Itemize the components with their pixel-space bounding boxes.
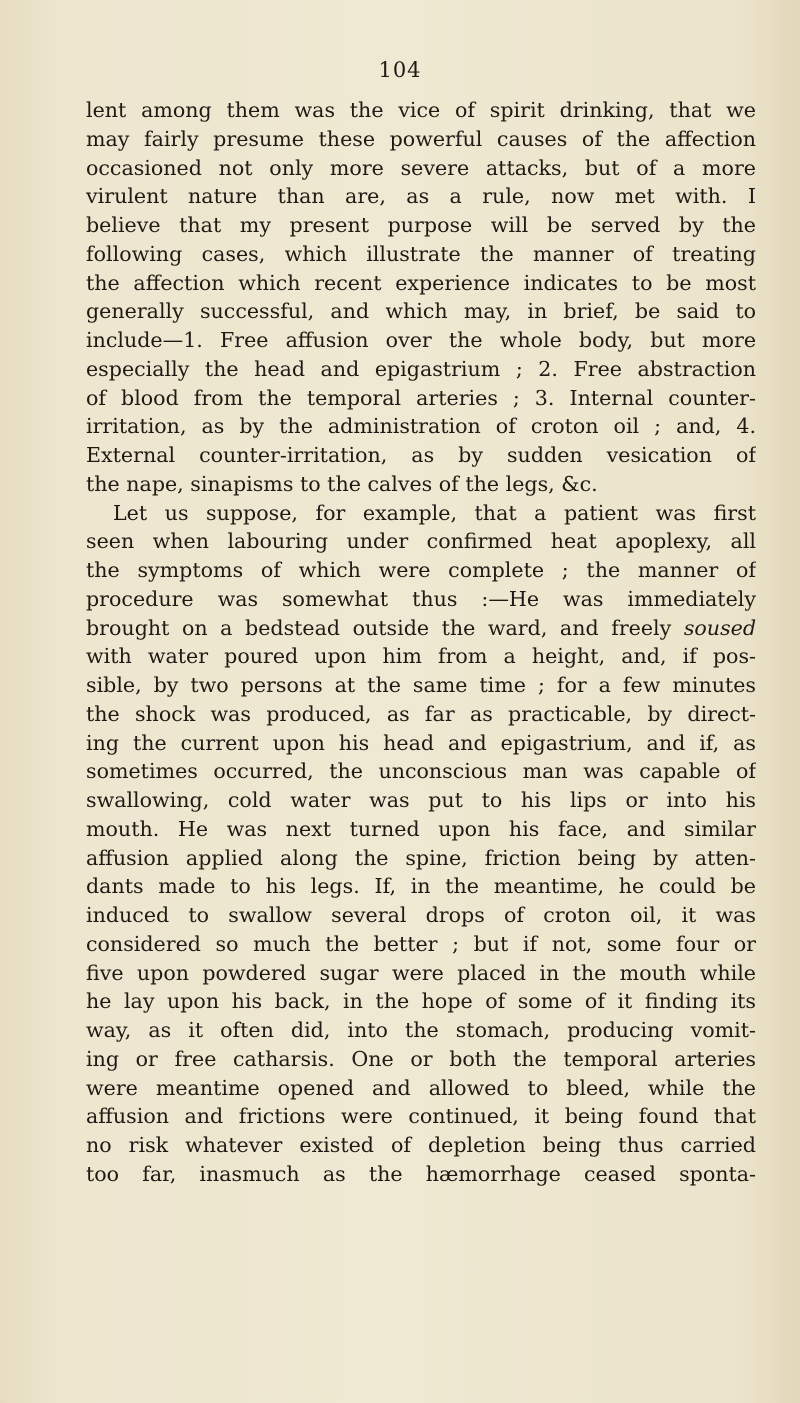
text-line: irritation, as by the administration of croton oil ; and, 4. bbox=[86, 414, 756, 439]
text-line: following cases, which illustrate the manner of treating bbox=[86, 241, 756, 266]
text-line-with-italic bbox=[86, 614, 756, 643]
text-line: way, as it often did, into the stomach, producing vomit- bbox=[86, 1018, 756, 1042]
text-line: swallowing, cold water was put to his lips or into his bbox=[86, 788, 756, 812]
body-text bbox=[86, 96, 756, 1189]
text-line: the shock was produced, as far as practicable, by direct- bbox=[86, 701, 756, 726]
text-line: mouth. He was next turned upon his face, and similar bbox=[86, 816, 756, 841]
text-line: believe that my present purpose will be served by the bbox=[86, 213, 756, 237]
text-line: considered so much the better ; but if not, some four or bbox=[86, 931, 756, 956]
text-line: affusion and frictions were continued, it being found that bbox=[86, 1104, 756, 1129]
italic-word: soused bbox=[683, 615, 756, 640]
line-text: brought on a bedstead outside the ward, and freely bbox=[86, 615, 672, 640]
text-line: with water poured upon him from a height, and, if pos- bbox=[86, 644, 756, 669]
text-line: generally successful, and which may, in brief, be said to bbox=[86, 299, 756, 324]
text-line: the affection which recent experience indicates to be most bbox=[86, 270, 756, 295]
text-line: were meantime opened and allowed to bleed, while the bbox=[86, 1075, 756, 1100]
text-line: induced to swallow several drops of croton oil, it was bbox=[86, 903, 756, 927]
text-line: External counter-irritation, as by sudden vesication of bbox=[86, 443, 756, 467]
text-line: occasioned not only more severe attacks, but of a more bbox=[86, 155, 756, 180]
text-line: may fairly presume these powerful causes of the affection bbox=[86, 126, 756, 151]
text-line: affusion applied along the spine, friction being by atten- bbox=[86, 845, 756, 870]
text-line: no risk whatever existed of depletion being thus carried bbox=[86, 1133, 756, 1157]
page-number: 104 bbox=[378, 58, 422, 82]
text-line: especially the head and epigastrium ; 2. Free abstraction bbox=[86, 356, 756, 381]
text-line: five upon powdered sugar were placed in the mouth while bbox=[86, 960, 756, 985]
text-line: lent among them was the vice of spirit drinking, that we bbox=[86, 98, 756, 122]
text-line: the symptoms of which were complete ; the manner of bbox=[86, 558, 756, 582]
text-line: ing or free catharsis. One or both the temporal arteries bbox=[86, 1046, 756, 1071]
text-line: procedure was somewhat thus :—He was immediately bbox=[86, 586, 756, 611]
text-line: ing the current upon his head and epigastrium, and if, as bbox=[86, 730, 756, 755]
text-line: sometimes occurred, the unconscious man was capable of bbox=[86, 759, 756, 784]
text-line: seen when labouring under confirmed heat apoplexy, all bbox=[86, 529, 756, 554]
paragraph-start-line: Let us suppose, for example, that a patient was first bbox=[113, 500, 756, 525]
text-line: he lay upon his back, in the hope of some of it finding its bbox=[86, 989, 756, 1014]
text-line: include—1. Free affusion over the whole body, but more bbox=[86, 328, 756, 352]
text-line: of blood from the temporal arteries ; 3. Internal counter- bbox=[86, 385, 756, 410]
text-line: dants made to his legs. If, in the meantime, he could be bbox=[86, 874, 756, 899]
text-line: virulent nature than are, as a rule, now met with. I bbox=[86, 184, 756, 209]
text-line: sible, by two persons at the same time ; for a few minutes bbox=[86, 673, 756, 697]
text-line: the nape, sinapisms to the calves of the legs, &c. bbox=[86, 471, 598, 496]
text-line: too far, inasmuch as the hæmorrhage ceased sponta- bbox=[86, 1161, 756, 1186]
